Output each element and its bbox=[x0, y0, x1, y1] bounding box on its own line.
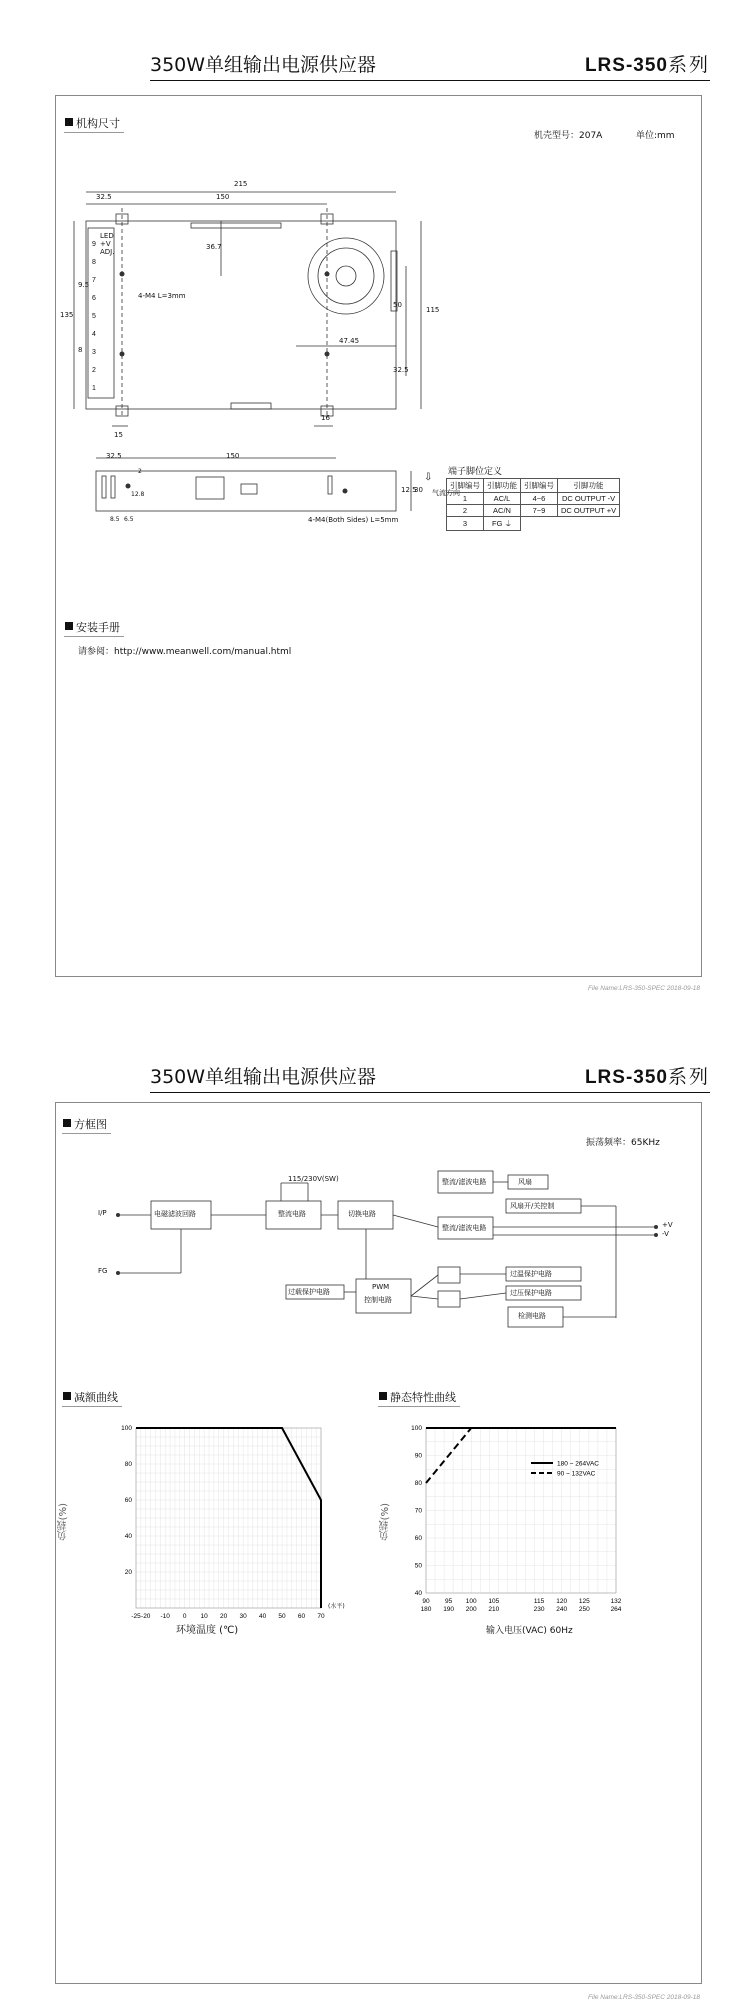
block-frame bbox=[55, 1102, 702, 1984]
screw-top-label: 4-M4 L=3mm bbox=[138, 292, 186, 300]
terminal-7: 7 bbox=[92, 277, 96, 284]
pin-header: 引脚功能 bbox=[558, 479, 620, 493]
side-dim-12-8: 12.8 bbox=[131, 491, 145, 498]
top-view-drawing bbox=[56, 156, 701, 456]
x-tick-label: -25 bbox=[131, 1613, 141, 1620]
pin-header-row bbox=[447, 479, 620, 493]
dim-50: 50 bbox=[393, 301, 402, 309]
static-xlabel: 输入电压(VAC) 60Hz bbox=[486, 1626, 573, 1636]
page-header bbox=[150, 1058, 710, 1093]
pin-header: 引脚功能 bbox=[484, 479, 521, 493]
y-tick-label: 100 bbox=[411, 1425, 422, 1432]
pin-header: 引脚编号 bbox=[447, 479, 484, 493]
x-tick-label: 50 bbox=[278, 1613, 286, 1620]
side-dim-8-5: 8.5 bbox=[110, 516, 120, 523]
dim-47-45: 47.45 bbox=[339, 337, 360, 345]
block-plus-v: +V bbox=[662, 1221, 673, 1229]
static-chart bbox=[381, 1408, 681, 1628]
install-prefix: 请参阅： bbox=[78, 647, 115, 657]
adj-label: ADJ. bbox=[100, 248, 115, 256]
derating-chart bbox=[66, 1408, 366, 1628]
x-tick-label: 100 bbox=[465, 1598, 477, 1605]
x-tick-label: -10 bbox=[160, 1613, 170, 1620]
x-tick-label: 125 bbox=[578, 1598, 590, 1605]
side-dim-2: 2 bbox=[138, 468, 142, 475]
y-tick-label: 40 bbox=[414, 1590, 422, 1597]
spec-page-2 bbox=[0, 1000, 750, 2016]
screw-side-label: 4-M4(Both Sides) L=5mm bbox=[308, 516, 399, 524]
x-tick-label: 132 bbox=[610, 1598, 622, 1605]
block-minus-v: -V bbox=[662, 1230, 669, 1238]
derating-hunit: (水平) bbox=[328, 1603, 345, 1610]
dim-115: 115 bbox=[426, 306, 440, 314]
page-header bbox=[150, 46, 710, 81]
case-label: 机壳型号：207A bbox=[534, 131, 603, 141]
side-dim-6-5: 6.5 bbox=[124, 516, 134, 523]
block-rect: 整流电路 bbox=[278, 1210, 306, 1218]
table-row bbox=[447, 517, 620, 531]
dim-8: 8 bbox=[78, 346, 83, 354]
terminal-3: 3 bbox=[92, 349, 96, 356]
x-tick-label: 70 bbox=[317, 1613, 325, 1620]
x-tick-label-bottom: 190 bbox=[443, 1606, 455, 1613]
pin-table bbox=[446, 478, 620, 531]
x-tick-label: 115 bbox=[533, 1598, 545, 1605]
pin-cell: DC OUTPUT +V bbox=[558, 505, 620, 517]
airflow-arrow-icon: ⇩ bbox=[424, 472, 433, 483]
x-tick-label-bottom: 200 bbox=[465, 1606, 477, 1613]
unit-label: 单位:mm bbox=[636, 131, 675, 141]
legend-label: 90 ~ 132VAC bbox=[557, 1470, 596, 1478]
pin-cell: 4~6 bbox=[521, 493, 558, 505]
block-sw: 115/230V(SW) bbox=[288, 1175, 339, 1183]
dim-16: 16 bbox=[321, 414, 330, 422]
terminal-2: 2 bbox=[92, 367, 96, 374]
pin-cell: 3 bbox=[447, 517, 484, 531]
terminal-4: 4 bbox=[92, 331, 96, 338]
x-tick-label-bottom: 230 bbox=[533, 1606, 545, 1613]
y-tick-label: 60 bbox=[414, 1535, 422, 1542]
terminal-6: 6 bbox=[92, 295, 96, 302]
pin-header: 引脚编号 bbox=[521, 479, 558, 493]
derating-ylabel: 负载(%) bbox=[58, 1503, 69, 1541]
pin-cell: 2 bbox=[447, 505, 484, 517]
x-tick-label: 105 bbox=[488, 1598, 500, 1605]
terminal-1: 1 bbox=[92, 385, 96, 392]
x-tick-label: 30 bbox=[239, 1613, 247, 1620]
series-code: LRS-350 bbox=[584, 1067, 668, 1088]
legend-label: 180 ~ 264VAC bbox=[557, 1460, 599, 1468]
block-emi: 电磁滤波回路 bbox=[154, 1210, 196, 1218]
y-tick-label: 70 bbox=[414, 1507, 422, 1515]
airflow-label: 气流方向 bbox=[432, 489, 460, 497]
oscillation-freq: 振荡频率：65KHz bbox=[586, 1138, 660, 1148]
x-tick-label: 120 bbox=[556, 1598, 568, 1605]
block-fan: 风扇 bbox=[518, 1178, 532, 1186]
terminal-8: 8 bbox=[92, 259, 96, 266]
block-switch: 切换电路 bbox=[348, 1210, 376, 1218]
block-rect-filter-1: 整流/滤波电路 bbox=[442, 1178, 487, 1186]
derating-xlabel: 环境温度 (℃) bbox=[176, 1625, 239, 1636]
x-tick-label: 95 bbox=[445, 1598, 453, 1605]
x-tick-label: 10 bbox=[200, 1613, 208, 1620]
pin-cell: 7~9 bbox=[521, 505, 558, 517]
block-pwm-ctrl: 控制电路 bbox=[364, 1296, 392, 1304]
dim-150: 150 bbox=[216, 193, 230, 201]
spec-page-1 bbox=[0, 0, 750, 1000]
side-dim-30: 30 bbox=[414, 486, 423, 494]
x-tick-label-bottom: 240 bbox=[556, 1606, 568, 1613]
section-mechanical: 机构尺寸 bbox=[64, 114, 124, 133]
x-tick-label: 90 bbox=[422, 1598, 430, 1605]
dim-32-5b: 32.5 bbox=[393, 366, 409, 374]
series-title bbox=[585, 1062, 710, 1089]
section-block-diagram: 方框图 bbox=[62, 1115, 111, 1134]
series-suffix: 系列 bbox=[667, 1067, 710, 1088]
x-tick-label: 0 bbox=[182, 1613, 187, 1620]
y-tick-label: 80 bbox=[414, 1480, 422, 1487]
static-ylabel: 负载(%) bbox=[380, 1503, 391, 1541]
block-detect: 检测电路 bbox=[518, 1312, 546, 1320]
pin-cell: 1 bbox=[447, 493, 484, 505]
side-dim-150: 150 bbox=[226, 452, 240, 460]
y-tick-label: 80 bbox=[124, 1461, 132, 1468]
block-diagram bbox=[56, 1143, 701, 1393]
section-derating: 减额曲线 bbox=[62, 1388, 122, 1407]
block-fg: FG bbox=[98, 1267, 108, 1275]
x-tick-label: -20 bbox=[141, 1613, 151, 1620]
y-tick-label: 50 bbox=[414, 1562, 422, 1570]
side-dim-32-5: 32.5 bbox=[106, 452, 122, 460]
dim-32-5: 32.5 bbox=[96, 193, 112, 201]
series-title bbox=[585, 50, 710, 77]
pin-cell: DC OUTPUT -V bbox=[558, 493, 620, 505]
section-install: 安装手册 bbox=[64, 618, 124, 637]
model-title: 350W单组输出电源供应器 bbox=[150, 1066, 377, 1088]
pin-cell bbox=[558, 517, 620, 531]
led-label: LED bbox=[100, 232, 114, 240]
series-code: LRS-350 bbox=[584, 55, 668, 76]
dim-15: 15 bbox=[114, 431, 123, 439]
terminal-5: 5 bbox=[92, 313, 96, 320]
block-rect-filter-2: 整流/滤波电路 bbox=[442, 1224, 487, 1232]
pin-cell: AC/N bbox=[484, 505, 521, 517]
block-olp: 过载保护电路 bbox=[288, 1288, 330, 1296]
y-tick-label: 20 bbox=[124, 1569, 132, 1576]
x-tick-label-bottom: 264 bbox=[610, 1606, 622, 1613]
x-tick-label: 20 bbox=[220, 1613, 228, 1620]
x-tick-label-bottom: 250 bbox=[578, 1606, 590, 1613]
x-tick-label-bottom: 210 bbox=[488, 1606, 500, 1613]
y-tick-label: 100 bbox=[121, 1425, 132, 1432]
pin-cell: FG ⏚ bbox=[484, 517, 521, 531]
block-pwm: PWM bbox=[372, 1283, 390, 1291]
model-title: 350W单组输出电源供应器 bbox=[150, 54, 377, 76]
x-tick-label: 60 bbox=[297, 1613, 306, 1620]
page-footer: File Name:LRS-350-SPEC 2018-09-18 bbox=[588, 985, 700, 992]
block-otp: 过温保护电路 bbox=[510, 1270, 552, 1278]
pin-table-title: 端子脚位定义 bbox=[448, 467, 503, 477]
dim-36-7: 36.7 bbox=[206, 243, 222, 251]
install-line bbox=[78, 644, 291, 657]
block-fan-ctrl: 风扇开/关控制 bbox=[510, 1202, 555, 1210]
block-ovp: 过压保护电路 bbox=[510, 1289, 552, 1297]
terminal-list bbox=[92, 236, 96, 398]
x-tick-label-bottom: 180 bbox=[420, 1606, 432, 1613]
dim-9-5: 9.5 bbox=[78, 281, 90, 289]
mechanical-frame bbox=[55, 95, 702, 977]
pin-cell bbox=[521, 517, 558, 531]
y-tick-label: 40 bbox=[124, 1533, 132, 1540]
dim-135: 135 bbox=[60, 311, 74, 319]
y-tick-label: 90 bbox=[414, 1452, 422, 1460]
page-footer: File Name:LRS-350-SPEC 2018-09-18 bbox=[588, 1994, 700, 2001]
dim-215: 215 bbox=[234, 180, 248, 188]
block-ip: I/P bbox=[98, 1209, 107, 1217]
y-tick-label: 60 bbox=[124, 1497, 132, 1504]
side-dim-12-5: 12.5 bbox=[401, 486, 417, 494]
table-row bbox=[447, 505, 620, 517]
install-url-link[interactable]: http://www.meanwell.com/manual.html bbox=[114, 647, 292, 657]
terminal-9: 9 bbox=[92, 241, 96, 248]
series-suffix: 系列 bbox=[667, 55, 710, 76]
table-row bbox=[447, 493, 620, 505]
plus-v-label: +V bbox=[100, 240, 111, 248]
section-static: 静态特性曲线 bbox=[378, 1388, 460, 1407]
x-tick-label: 40 bbox=[258, 1613, 267, 1620]
pin-cell: AC/L bbox=[484, 493, 521, 505]
